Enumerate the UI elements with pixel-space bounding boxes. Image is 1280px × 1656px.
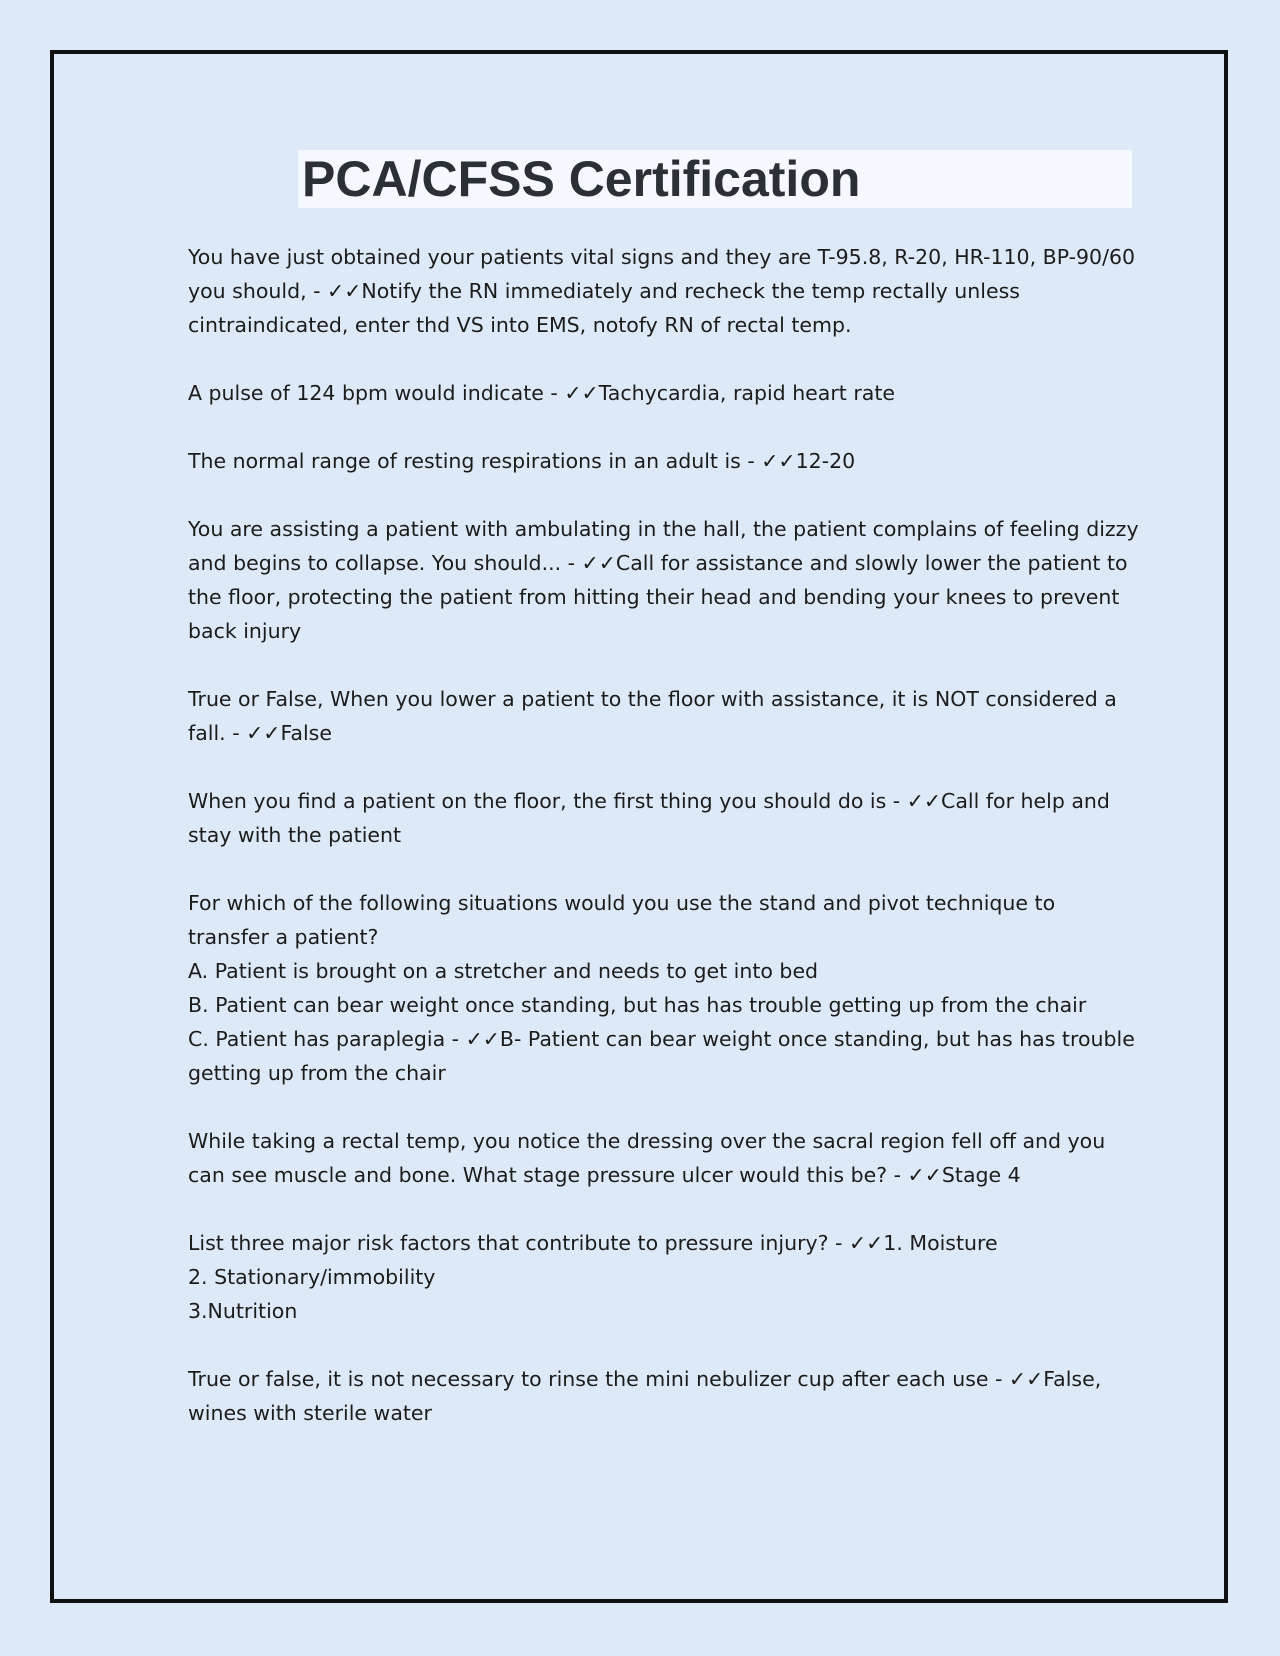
text-line: B. Patient can bear weight once standing, but has has trouble getting up from the chair — [188, 993, 1087, 1017]
text-line: stay with the patient — [188, 823, 402, 847]
qa-item-5 — [188, 682, 1138, 750]
text-line: While taking a rectal temp, you notice the dressing over the sacral region fell off and you — [188, 1129, 1106, 1153]
qa-item-4 — [188, 512, 1138, 648]
qa-item-7 — [188, 886, 1138, 1090]
text-line: you should, - ✓✓Notify the RN immediately and recheck the temp rectally unless — [188, 279, 1020, 303]
text-line: When you find a patient on the floor, the first thing you should do is - ✓✓Call for help and — [188, 789, 1110, 813]
text-line: For which of the following situations would you use the stand and pivot technique to — [188, 891, 1056, 915]
text-line: You have just obtained your patients vital signs and they are T-95.8, R-20, HR-110, BP-90/60 — [188, 245, 1136, 269]
text-line: C. Patient has paraplegia - ✓✓B- Patient can bear weight once standing, but has has trouble — [188, 1027, 1135, 1051]
qa-item-2 — [188, 376, 1138, 410]
page-title: PCA/CFSS Certification — [302, 151, 861, 207]
text-line: the floor, protecting the patient from hitting their head and bending your knees to prevent — [188, 585, 1120, 609]
text-line: A pulse of 124 bpm would indicate - ✓✓Tachycardia, rapid heart rate — [188, 381, 895, 405]
qa-item-8 — [188, 1124, 1138, 1192]
qa-item-9 — [188, 1226, 1138, 1328]
text-line: cintraindicated, enter thd VS into EMS, notofy RN of rectal temp. — [188, 313, 852, 337]
text-line: fall. - ✓✓False — [188, 721, 332, 745]
qa-item-1 — [188, 240, 1138, 342]
text-line: back injury — [188, 619, 302, 643]
text-line: can see muscle and bone. What stage pressure ulcer would this be? - ✓✓Stage 4 — [188, 1163, 1021, 1187]
text-line: 3.Nutrition — [188, 1299, 298, 1323]
text-line: getting up from the chair — [188, 1061, 446, 1085]
text-line: The normal range of resting respirations in an adult is - ✓✓12-20 — [188, 449, 856, 473]
text-line: A. Patient is brought on a stretcher and needs to get into bed — [188, 959, 819, 983]
text-line: True or false, it is not necessary to rinse the mini nebulizer cup after each use - ✓✓False, — [188, 1367, 1102, 1391]
text-line: and begins to collapse. You should... - ✓✓Call for assistance and slowly lower the patient to — [188, 551, 1128, 575]
text-line: You are assisting a patient with ambulating in the hall, the patient complains of feeling dizzy — [188, 517, 1139, 541]
text-line: List three major risk factors that contribute to pressure injury? - ✓✓1. Moisture — [188, 1231, 998, 1255]
document-body — [188, 240, 1138, 1464]
text-line: transfer a patient? — [188, 925, 379, 949]
text-line: 2. Stationary/immobility — [188, 1265, 436, 1289]
text-line: wines with sterile water — [188, 1401, 432, 1425]
text-line: True or False, When you lower a patient to the floor with assistance, it is NOT considered a — [188, 687, 1117, 711]
qa-item-3 — [188, 444, 1138, 478]
qa-item-6 — [188, 784, 1138, 852]
qa-item-10 — [188, 1362, 1138, 1430]
